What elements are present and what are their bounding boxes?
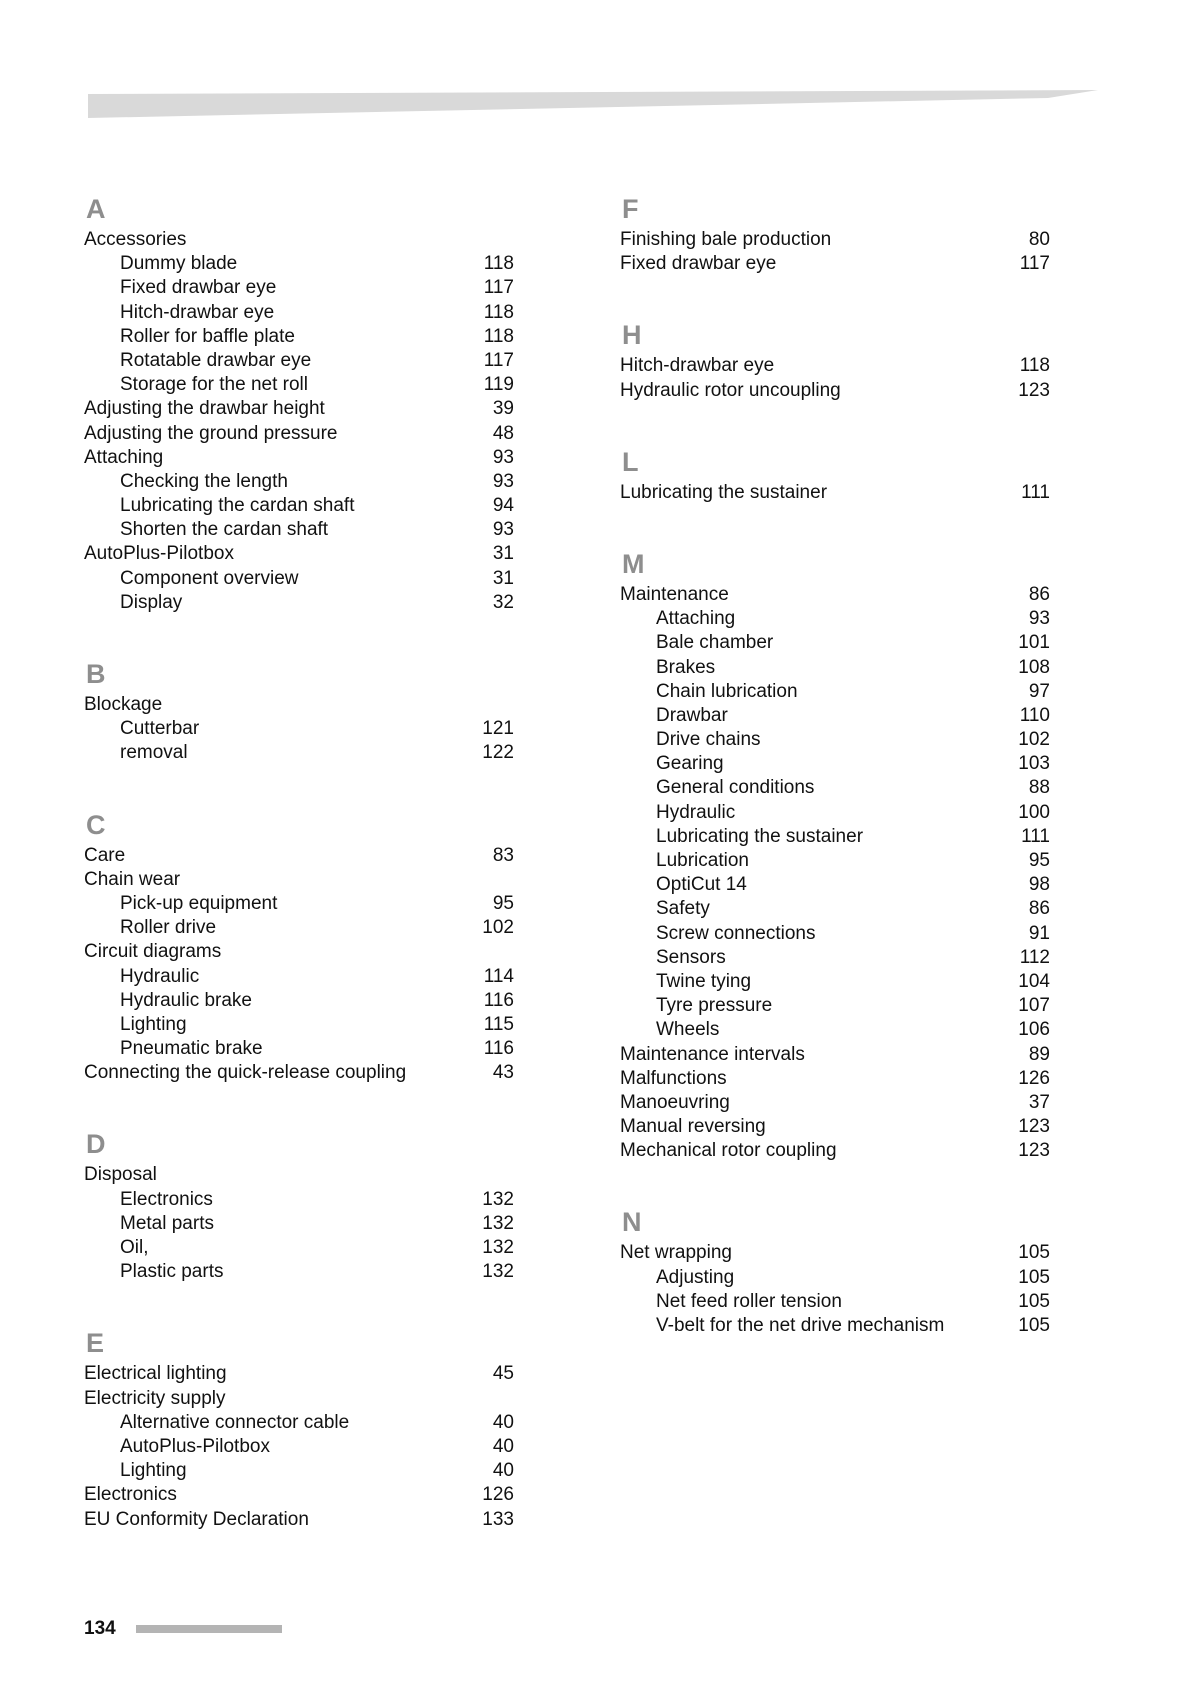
index-subentry bbox=[620, 1290, 1050, 1314]
entry-page: 105 bbox=[1018, 1290, 1050, 1312]
index-subentry bbox=[620, 752, 1050, 776]
section-letter: M bbox=[622, 548, 645, 579]
entry-term: Brakes bbox=[656, 656, 716, 678]
entry-page: 112 bbox=[1019, 946, 1050, 968]
index-entry bbox=[620, 1043, 1050, 1067]
entry-page: 95 bbox=[492, 892, 514, 914]
entry-term: Alternative connector cable bbox=[120, 1411, 350, 1433]
entry-page: 88 bbox=[1028, 777, 1050, 799]
index-subentry bbox=[84, 252, 514, 276]
index-entry bbox=[620, 583, 1050, 607]
index-subentry bbox=[84, 301, 514, 325]
index-subentry bbox=[620, 631, 1050, 655]
entry-term: Manoeuvring bbox=[620, 1091, 730, 1113]
entry-term: Hydraulic bbox=[656, 801, 736, 823]
entry-page: 117 bbox=[483, 349, 514, 371]
index-entry bbox=[84, 940, 514, 964]
entry-term: Screw connections bbox=[656, 922, 816, 944]
index-subentry bbox=[620, 946, 1050, 970]
section-letter: H bbox=[622, 320, 642, 351]
entry-page: 101 bbox=[1018, 632, 1050, 654]
entry-term: Mechanical rotor coupling bbox=[620, 1140, 837, 1162]
index-entry bbox=[84, 1362, 514, 1386]
entry-term: Lighting bbox=[120, 1460, 187, 1482]
index-subentry bbox=[84, 1260, 514, 1284]
section-letter: N bbox=[622, 1207, 642, 1238]
entry-term: AutoPlus-Pilotbox bbox=[120, 1435, 270, 1457]
entry-term: Chain wear bbox=[84, 868, 181, 890]
entry-page: 132 bbox=[482, 1188, 514, 1210]
entry-term: Care bbox=[84, 844, 126, 866]
entry-term: Accessories bbox=[84, 229, 187, 250]
index-subentry bbox=[620, 801, 1050, 825]
entry-page: 102 bbox=[482, 917, 514, 939]
entry-page: 107 bbox=[1018, 995, 1050, 1017]
index-subentry bbox=[620, 849, 1050, 873]
entry-page: 39 bbox=[492, 398, 514, 420]
index-subentry bbox=[84, 989, 514, 1013]
entry-term: Lubricating the sustainer bbox=[620, 481, 828, 503]
entry-page: 93 bbox=[1028, 608, 1050, 630]
entry-page: 132 bbox=[482, 1212, 514, 1234]
index-entry bbox=[84, 693, 514, 717]
index-entry bbox=[84, 446, 514, 470]
entry-term: Pneumatic brake bbox=[120, 1038, 263, 1060]
entry-term: Fixed drawbar eye bbox=[620, 253, 777, 275]
index-subentry bbox=[84, 591, 514, 615]
entry-term: Drawbar bbox=[656, 704, 728, 726]
entry-page: 83 bbox=[492, 844, 514, 866]
entry-term: Electronics bbox=[84, 1484, 177, 1506]
entry-page: 31 bbox=[492, 543, 514, 565]
index-section-n bbox=[620, 1203, 1050, 1338]
index-subentry bbox=[84, 965, 514, 989]
entry-term: Lubrication bbox=[656, 850, 749, 871]
entry-page: 122 bbox=[482, 742, 514, 764]
index-subentry bbox=[620, 1018, 1050, 1042]
index-section-c bbox=[84, 806, 514, 1086]
entry-term: Electrical lighting bbox=[84, 1363, 227, 1385]
entry-page: 48 bbox=[492, 422, 514, 444]
entry-term: Rotatable drawbar eye bbox=[120, 349, 312, 371]
entry-term: AutoPlus-Pilotbox bbox=[84, 543, 234, 565]
index-section-f bbox=[620, 190, 1050, 276]
index-entry bbox=[84, 868, 514, 892]
footer-bar bbox=[136, 1625, 282, 1633]
index-entry bbox=[620, 252, 1050, 276]
header-band bbox=[88, 90, 1098, 118]
entry-term: Adjusting the ground pressure bbox=[84, 422, 338, 444]
index-entry bbox=[620, 1241, 1050, 1265]
entry-term: Blockage bbox=[84, 694, 163, 715]
index-subentry bbox=[84, 916, 514, 940]
entry-page: 132 bbox=[482, 1261, 514, 1283]
entry-term: Shorten the cardan shaft bbox=[120, 519, 329, 541]
entry-term: Sensors bbox=[656, 946, 726, 968]
entry-page: 117 bbox=[483, 277, 514, 299]
entry-page: 86 bbox=[1028, 898, 1050, 920]
entry-term: OptiCut 14 bbox=[656, 874, 747, 896]
entry-term: Malfunctions bbox=[620, 1067, 727, 1089]
entry-term: Storage for the net roll bbox=[120, 374, 308, 396]
index-subentry bbox=[84, 1212, 514, 1236]
entry-term: Adjusting bbox=[656, 1266, 735, 1288]
index-entry bbox=[84, 1061, 514, 1085]
entry-term: Roller for baffle plate bbox=[120, 325, 295, 347]
entry-term: Disposal bbox=[84, 1164, 157, 1186]
entry-term: Net wrapping bbox=[620, 1242, 732, 1264]
entry-page: 45 bbox=[492, 1363, 514, 1385]
entry-term: Electronics bbox=[120, 1188, 213, 1210]
entry-term: Gearing bbox=[656, 753, 724, 775]
entry-term: Tyre pressure bbox=[656, 995, 773, 1017]
index-section-e bbox=[84, 1324, 514, 1531]
index-entry bbox=[620, 1067, 1050, 1091]
entry-page: 32 bbox=[492, 591, 514, 613]
entry-page: 104 bbox=[1018, 970, 1050, 992]
index-subentry bbox=[84, 892, 514, 916]
entry-term: V-belt for the net drive mechanism bbox=[656, 1315, 945, 1336]
entry-page: 118 bbox=[483, 325, 514, 347]
entry-page: 94 bbox=[492, 495, 514, 517]
index-entry bbox=[620, 354, 1050, 378]
entry-page: 116 bbox=[483, 1038, 514, 1060]
entry-page: 37 bbox=[1028, 1091, 1050, 1113]
index-section-b bbox=[84, 655, 514, 766]
index-subentry bbox=[620, 728, 1050, 752]
section-letter: L bbox=[622, 446, 639, 477]
section-letter: D bbox=[86, 1129, 106, 1160]
index-column-left bbox=[84, 190, 514, 1572]
entry-page: 119 bbox=[483, 374, 514, 396]
index-entry bbox=[84, 844, 514, 868]
index-subentry bbox=[84, 518, 514, 542]
entry-term: Checking the length bbox=[120, 470, 288, 492]
index-subentry bbox=[84, 470, 514, 494]
index-subentry bbox=[620, 656, 1050, 680]
entry-page: 98 bbox=[1028, 874, 1050, 896]
entry-page: 93 bbox=[492, 470, 514, 492]
entry-term: Hitch-drawbar eye bbox=[120, 301, 275, 323]
entry-term: Fixed drawbar eye bbox=[120, 277, 277, 299]
index-subentry bbox=[84, 741, 514, 765]
entry-term: Lubricating the sustainer bbox=[656, 825, 864, 847]
entry-term: Drive chains bbox=[656, 729, 761, 751]
entry-page: 132 bbox=[482, 1237, 514, 1258]
index-entry bbox=[84, 1163, 514, 1187]
index-subentry bbox=[84, 1013, 514, 1037]
entry-page: 111 bbox=[1021, 481, 1050, 503]
entry-page: 93 bbox=[492, 446, 514, 468]
index-subentry bbox=[620, 873, 1050, 897]
entry-page: 108 bbox=[1018, 656, 1050, 678]
entry-term: Oil, bbox=[120, 1237, 149, 1258]
index-entry bbox=[84, 1508, 514, 1532]
section-letter: F bbox=[622, 194, 639, 224]
index-subentry bbox=[620, 825, 1050, 849]
index-subentry bbox=[84, 717, 514, 741]
entry-term: Pick-up equipment bbox=[120, 892, 278, 914]
entry-page: 105 bbox=[1018, 1266, 1050, 1288]
index-subentry bbox=[84, 1459, 514, 1483]
entry-term: Maintenance bbox=[620, 583, 729, 605]
entry-term: Display bbox=[120, 591, 183, 613]
index-subentry bbox=[84, 1236, 514, 1260]
index-section-m bbox=[620, 545, 1050, 1164]
entry-page: 123 bbox=[1018, 379, 1050, 401]
entry-page: 93 bbox=[492, 519, 514, 541]
entry-term: Lighting bbox=[120, 1013, 187, 1035]
entry-page: 40 bbox=[492, 1460, 514, 1482]
entry-term: Connecting the quick-release coupling bbox=[84, 1062, 407, 1084]
entry-page: 118 bbox=[1019, 355, 1050, 377]
entry-term: Lubricating the cardan shaft bbox=[120, 495, 355, 517]
index-entry bbox=[84, 1483, 514, 1507]
entry-page: 105 bbox=[1018, 1315, 1050, 1336]
entry-term: Hydraulic bbox=[120, 965, 200, 987]
index-subentry bbox=[84, 1037, 514, 1061]
entry-term: Safety bbox=[656, 898, 710, 920]
page-number: 134 bbox=[84, 1618, 116, 1639]
index-subentry bbox=[620, 922, 1050, 946]
entry-page: 118 bbox=[483, 253, 514, 275]
index-entry bbox=[84, 397, 514, 421]
entry-term: Maintenance intervals bbox=[620, 1043, 805, 1065]
entry-page: 118 bbox=[483, 301, 514, 323]
entry-page: 31 bbox=[492, 567, 514, 589]
entry-term: Hydraulic brake bbox=[120, 989, 252, 1011]
page-footer bbox=[84, 1618, 282, 1640]
entry-term: General conditions bbox=[656, 777, 815, 799]
section-letter: E bbox=[86, 1328, 105, 1359]
entry-page: 126 bbox=[1018, 1067, 1050, 1089]
index-entry bbox=[620, 481, 1050, 505]
index-section-h bbox=[620, 316, 1050, 402]
entry-page: 114 bbox=[483, 965, 514, 987]
index-subentry bbox=[620, 680, 1050, 704]
entry-term: removal bbox=[120, 742, 188, 764]
index-entry bbox=[620, 379, 1050, 403]
index-section-d bbox=[84, 1125, 514, 1284]
entry-term: Attaching bbox=[84, 446, 164, 468]
entry-page: 115 bbox=[483, 1013, 514, 1035]
entry-term: Twine tying bbox=[656, 970, 752, 992]
entry-term: Manual reversing bbox=[620, 1116, 766, 1138]
entry-term: Electricity supply bbox=[84, 1387, 226, 1409]
entry-term: Bale chamber bbox=[656, 632, 774, 654]
entry-page: 100 bbox=[1018, 801, 1050, 823]
index-subentry bbox=[620, 776, 1050, 800]
entry-term: Dummy blade bbox=[120, 253, 238, 275]
entry-page: 95 bbox=[1028, 850, 1050, 871]
index-subentry bbox=[620, 994, 1050, 1018]
entry-term: Roller drive bbox=[120, 917, 217, 939]
entry-page: 97 bbox=[1028, 680, 1050, 702]
entry-term: Attaching bbox=[656, 608, 736, 630]
index-column-right bbox=[620, 190, 1050, 1378]
entry-page: 121 bbox=[482, 718, 514, 740]
entry-page: 102 bbox=[1018, 729, 1050, 751]
entry-page: 123 bbox=[1018, 1140, 1050, 1162]
index-subentry bbox=[620, 897, 1050, 921]
entry-page: 106 bbox=[1018, 1019, 1050, 1041]
index-subentry bbox=[620, 1314, 1050, 1338]
entry-term: Component overview bbox=[120, 567, 299, 589]
index-subentry bbox=[84, 325, 514, 349]
index-entry bbox=[620, 228, 1050, 252]
index-entry bbox=[620, 1091, 1050, 1115]
entry-page: 110 bbox=[1019, 704, 1050, 726]
index-section-l bbox=[620, 443, 1050, 505]
entry-page: 43 bbox=[492, 1062, 514, 1084]
index-subentry bbox=[620, 970, 1050, 994]
section-letter: A bbox=[86, 194, 106, 224]
index-entry bbox=[84, 1387, 514, 1411]
entry-term: Net feed roller tension bbox=[656, 1290, 842, 1312]
index-subentry bbox=[84, 1188, 514, 1212]
entry-term: Circuit diagrams bbox=[84, 941, 222, 963]
entry-page: 117 bbox=[1019, 253, 1050, 275]
entry-term: Hydraulic rotor uncoupling bbox=[620, 379, 841, 401]
entry-page: 40 bbox=[492, 1435, 514, 1457]
entry-page: 89 bbox=[1028, 1043, 1050, 1065]
entry-page: 123 bbox=[1018, 1116, 1050, 1138]
entry-term: EU Conformity Declaration bbox=[84, 1508, 309, 1530]
section-letter: C bbox=[86, 809, 106, 840]
entry-page: 86 bbox=[1028, 583, 1050, 605]
entry-page: 103 bbox=[1018, 753, 1050, 775]
entry-term: Chain lubrication bbox=[656, 680, 798, 702]
index-subentry bbox=[84, 1411, 514, 1435]
index-subentry bbox=[84, 349, 514, 373]
entry-term: Hitch-drawbar eye bbox=[620, 355, 775, 377]
index-subentry bbox=[84, 567, 514, 591]
index-subentry bbox=[620, 704, 1050, 728]
index-entry bbox=[620, 1115, 1050, 1139]
index-entry bbox=[84, 228, 514, 252]
index-subentry bbox=[84, 1435, 514, 1459]
entry-term: Wheels bbox=[656, 1019, 720, 1041]
entry-page: 111 bbox=[1021, 825, 1050, 847]
index-subentry bbox=[84, 373, 514, 397]
index-entry bbox=[84, 422, 514, 446]
index-subentry bbox=[84, 276, 514, 300]
index-subentry bbox=[620, 1266, 1050, 1290]
entry-term: Plastic parts bbox=[120, 1261, 224, 1283]
entry-term: Cutterbar bbox=[120, 718, 200, 740]
entry-page: 40 bbox=[492, 1411, 514, 1433]
entry-page: 133 bbox=[482, 1508, 514, 1530]
entry-term: Finishing bale production bbox=[620, 229, 832, 250]
entry-page: 80 bbox=[1028, 229, 1050, 250]
index-subentry bbox=[84, 494, 514, 518]
index-entry bbox=[620, 1139, 1050, 1163]
index-section-a bbox=[84, 190, 514, 615]
entry-term: Adjusting the drawbar height bbox=[84, 398, 325, 420]
entry-page: 105 bbox=[1018, 1242, 1050, 1264]
index-subentry bbox=[620, 607, 1050, 631]
entry-page: 126 bbox=[482, 1484, 514, 1506]
entry-term: Metal parts bbox=[120, 1212, 214, 1234]
entry-page: 116 bbox=[483, 989, 514, 1011]
entry-page: 91 bbox=[1028, 922, 1050, 944]
section-letter: B bbox=[86, 659, 106, 689]
index-entry bbox=[84, 542, 514, 566]
